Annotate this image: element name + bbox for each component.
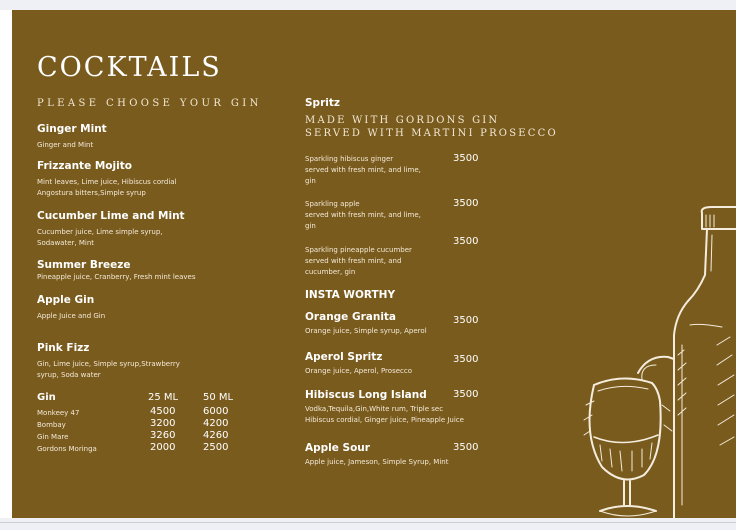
gin-name: Gordons Moringa — [37, 445, 97, 453]
item-desc: Sparkling pineapple cucumber served with fresh mint, and cucumber, gin — [305, 246, 412, 276]
item-desc: Ginger and Mint — [37, 141, 94, 149]
item-desc: Orange juice, Aperol, Prosecco — [305, 367, 412, 375]
gin-price-50ml: 4260 — [203, 430, 229, 441]
gin-row — [37, 442, 257, 454]
gin-table-header — [37, 392, 257, 406]
item-name: Summer Breeze — [37, 259, 131, 271]
bottom-band — [0, 518, 736, 530]
spritz-subtitle: MADE WITH GORDONS GIN SERVED WITH MARTINI PROSECCO — [305, 115, 558, 139]
gin-row — [37, 406, 257, 418]
item-desc: Sparkling apple served with fresh mint, and lime, gin — [305, 200, 421, 230]
gin-row — [37, 430, 257, 442]
gin-name: Monkeey 47 — [37, 409, 80, 417]
item-name: Pink Fizz — [37, 342, 90, 354]
gin-price-50ml: 4200 — [203, 418, 229, 429]
item-name: Apple Gin — [37, 294, 95, 306]
gin-header-25ml: 25 ML — [148, 392, 179, 403]
gin-price-25ml: 3200 — [150, 418, 176, 429]
item-desc: Cucumber juice, Lime simple syrup, Sodawater, Mint — [37, 228, 163, 247]
menu-title: COCKTAILS — [37, 52, 222, 83]
item-desc: Sparkling hibiscus ginger served with fresh mint, and lime, gin — [305, 155, 421, 185]
menu-item-apple-gin — [37, 294, 287, 322]
item-desc: Apple juice, Jameson, Simple Syrup, Mint — [305, 458, 449, 466]
gin-price-50ml: 6000 — [203, 406, 229, 417]
item-desc: Mint leaves, Lime juice, Hibiscus cordial Angostura bitters,Simple syrup — [37, 178, 177, 197]
item-price: 3500 — [453, 153, 479, 164]
cocktail-menu — [12, 10, 736, 518]
item-desc: Gin, Lime juice, Simple syrup,Strawberry syrup, Soda water — [37, 360, 180, 379]
item-name: Orange Granita — [305, 311, 397, 323]
item-desc: Orange juice, Simple syrup, Aperol — [305, 327, 427, 335]
menu-item-frizzante-mojito — [37, 160, 287, 199]
item-price: 3500 — [453, 389, 479, 400]
item-price: 3500 — [453, 236, 479, 247]
menu-item-ginger-mint — [37, 123, 287, 151]
top-band — [0, 0, 736, 10]
item-name: Cucumber Lime and Mint — [37, 210, 185, 222]
menu-item-pink-fizz — [37, 342, 287, 381]
insta-worthy-heading: INSTA WORTHY — [305, 289, 396, 301]
gin-header-name: Gin — [37, 392, 56, 403]
gin-header-50ml: 50 ML — [203, 392, 234, 403]
menu-subtitle: PLEASE CHOOSE YOUR GIN — [37, 98, 262, 109]
gin-row — [37, 418, 257, 430]
item-desc: Pineapple juice, Cranberry, Fresh mint leaves — [37, 273, 196, 281]
item-price: 3500 — [453, 442, 479, 453]
menu-item-summer-breeze — [37, 259, 287, 283]
bottom-divider — [0, 522, 736, 523]
item-name: Aperol Spritz — [305, 351, 383, 363]
item-name: Ginger Mint — [37, 123, 107, 135]
item-name: Frizzante Mojito — [37, 160, 132, 172]
gin-price-50ml: 2500 — [203, 442, 229, 453]
gin-name: Bombay — [37, 421, 66, 429]
gin-price-25ml: 3260 — [150, 430, 176, 441]
item-price: 3500 — [453, 354, 479, 365]
gin-name: Gin Mare — [37, 433, 69, 441]
item-name: Apple Sour — [305, 442, 370, 454]
item-price: 3500 — [453, 315, 479, 326]
spritz-item — [305, 243, 605, 278]
item-name: Hibiscus Long Island — [305, 389, 427, 401]
menu-item-cucumber-lime-mint — [37, 210, 287, 249]
item-desc: Apple Juice and Gin — [37, 312, 106, 320]
spritz-heading: Spritz — [305, 97, 340, 109]
bottle-and-glass-icon — [572, 205, 736, 518]
gin-price-table — [37, 392, 257, 454]
item-desc: Vodka,Tequila,Gin,White rum, Triple sec Hibiscus cordial, Ginger juice, Pineapple Juice — [305, 405, 464, 424]
gin-price-25ml: 2000 — [150, 442, 176, 453]
gin-price-25ml: 4500 — [150, 406, 176, 417]
item-price: 3500 — [453, 198, 479, 209]
